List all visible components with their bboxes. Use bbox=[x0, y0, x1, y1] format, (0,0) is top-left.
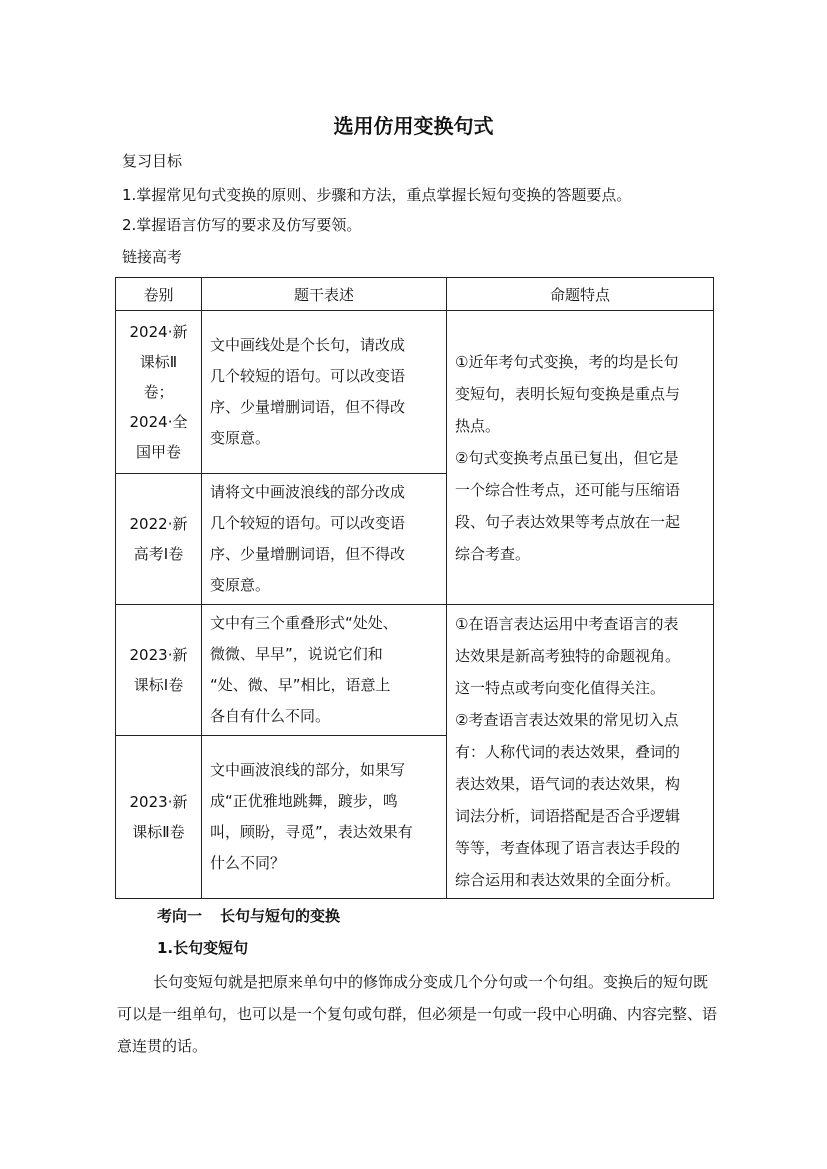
table-row bbox=[116, 605, 714, 736]
header-stem: 题干表述 bbox=[202, 278, 447, 311]
cell-paper: 2023·新 课标Ⅱ卷 bbox=[116, 736, 202, 899]
cell-stem: 文中画线处是个长句，请改成 几个较短的语句。可以改变语 序、少量增删词语，但不得改 变原意。 bbox=[202, 311, 447, 474]
cell-paper: 2022·新 高考Ⅰ卷 bbox=[116, 474, 202, 605]
cell-stem: 文中画波浪线的部分，如果写 成“正优雅地跳舞，踱步，鸣 叫，顾盼，寻觅”，表达效果有 什么不同？ bbox=[202, 736, 447, 899]
cell-stem: 文中有三个重叠形式“处处、 微微、早早”，说说它们和 “处、微、早”相比，语意上 各自有什么不同。 bbox=[202, 605, 447, 736]
cell-paper: 2024·新 课标Ⅱ 卷； 2024·全 国甲卷 bbox=[116, 311, 202, 474]
review-heading: 复习目标 bbox=[122, 152, 183, 170]
goal-item-1: 1.掌握常见句式变换的原则、步骤和方法，重点掌握长短句变换的答题要点。 bbox=[122, 186, 632, 204]
table-header-row bbox=[116, 278, 714, 311]
link-heading: 链接高考 bbox=[122, 248, 183, 266]
section-label: 考向一 bbox=[157, 907, 203, 925]
header-features: 命题特点 bbox=[447, 278, 714, 311]
cell-stem: 请将文中画波浪线的部分改成 几个较短的语句。可以改变语 序、少量增删词语，但不得改 变原意。 bbox=[202, 474, 447, 605]
cell-features: ①近年考句式变换，考的均是长句 变短句，表明长短句变换是重点与 热点。 ②句式变换考点虽已复出，但它是 一个综合性考点，还可能与压缩语 段、句子表达效果等考点放在一起 综合考查。 bbox=[447, 311, 714, 605]
section-heading bbox=[157, 905, 340, 926]
exam-table bbox=[115, 277, 714, 899]
section-name: 长句与短句的变换 bbox=[220, 907, 341, 925]
sub-heading: 1.长句变短句 bbox=[157, 939, 249, 957]
cell-paper: 2023·新 课标Ⅰ卷 bbox=[116, 605, 202, 736]
table-row bbox=[116, 311, 714, 474]
goal-item-2: 2.掌握语言仿写的要求及仿写要领。 bbox=[122, 216, 362, 234]
header-paper: 卷别 bbox=[116, 278, 202, 311]
cell-features: ①在语言表达运用中考查语言的表 达效果是新高考独特的命题视角。 这一特点或考向变化值得关注。 ②考查语言表达效果的常见切入点 有：人称代词的表达效果，叠词的 表达效果，语气词的表达效果，构 词法分析，词语搭配是否合乎逻辑 等等，考查体现了语言表达手段的 综合运用和表达效果的全面分析。 bbox=[447, 605, 714, 899]
body-paragraph: 长句变短句就是把原来单句中的修饰成分变成几个分句或一个句组。变换后的短句既可以是一组单句，也可以是一个复句或句群，但必须是一句或一段中心明确、内容完整、语意连贯的话。 bbox=[117, 973, 718, 1055]
page-title: 选用仿用变换句式 bbox=[333, 114, 494, 138]
